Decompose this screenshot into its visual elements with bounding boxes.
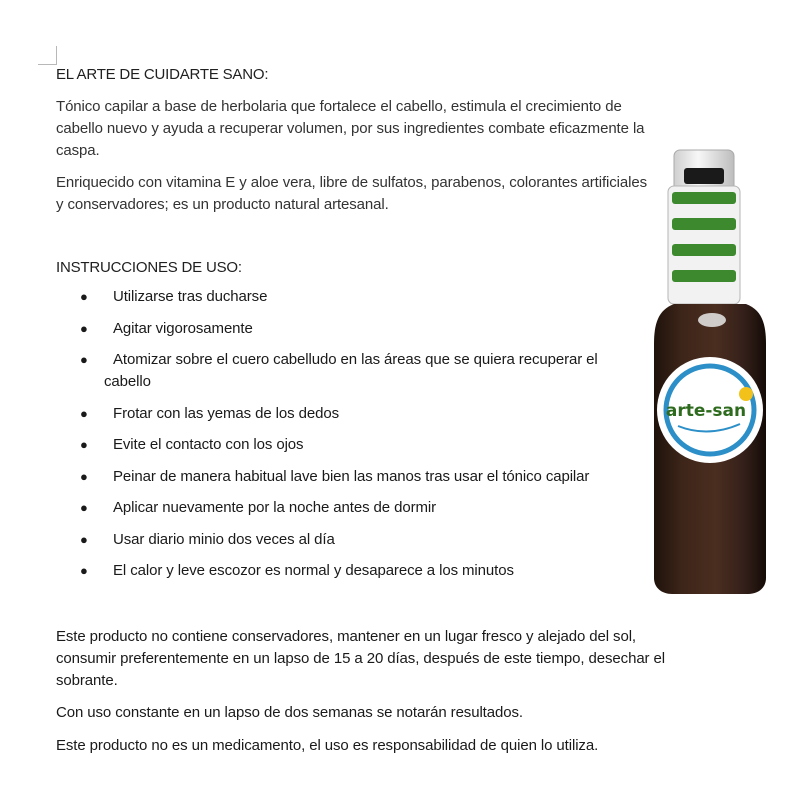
- bullet-icon: ●: [80, 320, 88, 336]
- list-item: ● Aplicar nuevamente por la noche antes de dormir: [56, 497, 646, 519]
- list-item: ● Utilizarse tras ducharse: [56, 286, 646, 308]
- page-corner-mark: [38, 46, 57, 65]
- document-title: EL ARTE DE CUIDARTE SANO:: [56, 66, 269, 83]
- instructions-heading: INSTRUCCIONES DE USO:: [56, 259, 242, 276]
- list-item: ● Agitar vigorosamente: [56, 318, 646, 340]
- bottle-reflection: [698, 313, 726, 327]
- list-item: ● Peinar de manera habitual lave bien las manos tras usar el tónico capilar: [56, 466, 646, 488]
- list-item: ● Atomizar sobre el cuero cabelludo en las áreas que se quiera recuperar el cabello: [56, 349, 646, 393]
- bullet-icon: ●: [80, 405, 88, 421]
- footer-paragraph-1: Este producto no contiene conservadores, mantener en un lugar fresco y alejado del sol, consumir preferentemente en un lapso de 15 a 20 días, después de este tiempo, desechar el sobrante.: [56, 628, 665, 689]
- spray-nozzle: [684, 168, 724, 184]
- bullet-icon: ●: [80, 468, 88, 484]
- product-bottle-image: [648, 148, 772, 596]
- bullet-icon: ●: [80, 563, 88, 578]
- intro-paragraph-2: Enriquecido con vitamina E y aloe vera, libre de sulfatos, parabenos, colorantes artificiales y conservadores; es un producto natural artesanal.: [56, 174, 648, 213]
- list-item: ● El calor y leve escozor es normal y desaparece a los minutos: [56, 560, 646, 582]
- sun-icon: [739, 387, 753, 401]
- intro-paragraph-1: Tónico capilar a base de herbolaria que fortalece el cabello, estimula el crecimiento de cabello nuevo y ayuda a recuperar volumen, por sus ingredientes combate eficazmente la caspa.: [56, 98, 645, 159]
- footer-paragraph-3: Este producto no es un medicamento, el uso es responsabilidad de quien lo utiliza.: [56, 737, 599, 754]
- footer-paragraph-2: Con uso constante en un lapso de dos semanas se notarán resultados.: [56, 704, 523, 721]
- list-item: ● Frotar con las yemas de los dedos: [56, 403, 646, 425]
- bullet-icon: ●: [80, 289, 88, 304]
- list-item: ● Usar diario minio dos veces al día: [56, 529, 646, 551]
- label-brand-text: arte-san: [665, 401, 747, 421]
- bullet-icon: ●: [80, 352, 88, 367]
- list-item: ● Evite el contacto con los ojos: [56, 434, 646, 456]
- bullet-icon: ●: [80, 500, 88, 515]
- instructions-list: [56, 286, 646, 592]
- bullet-icon: ●: [80, 437, 88, 452]
- list-item-continuation: cabello: [104, 373, 151, 390]
- bullet-icon: ●: [80, 531, 88, 547]
